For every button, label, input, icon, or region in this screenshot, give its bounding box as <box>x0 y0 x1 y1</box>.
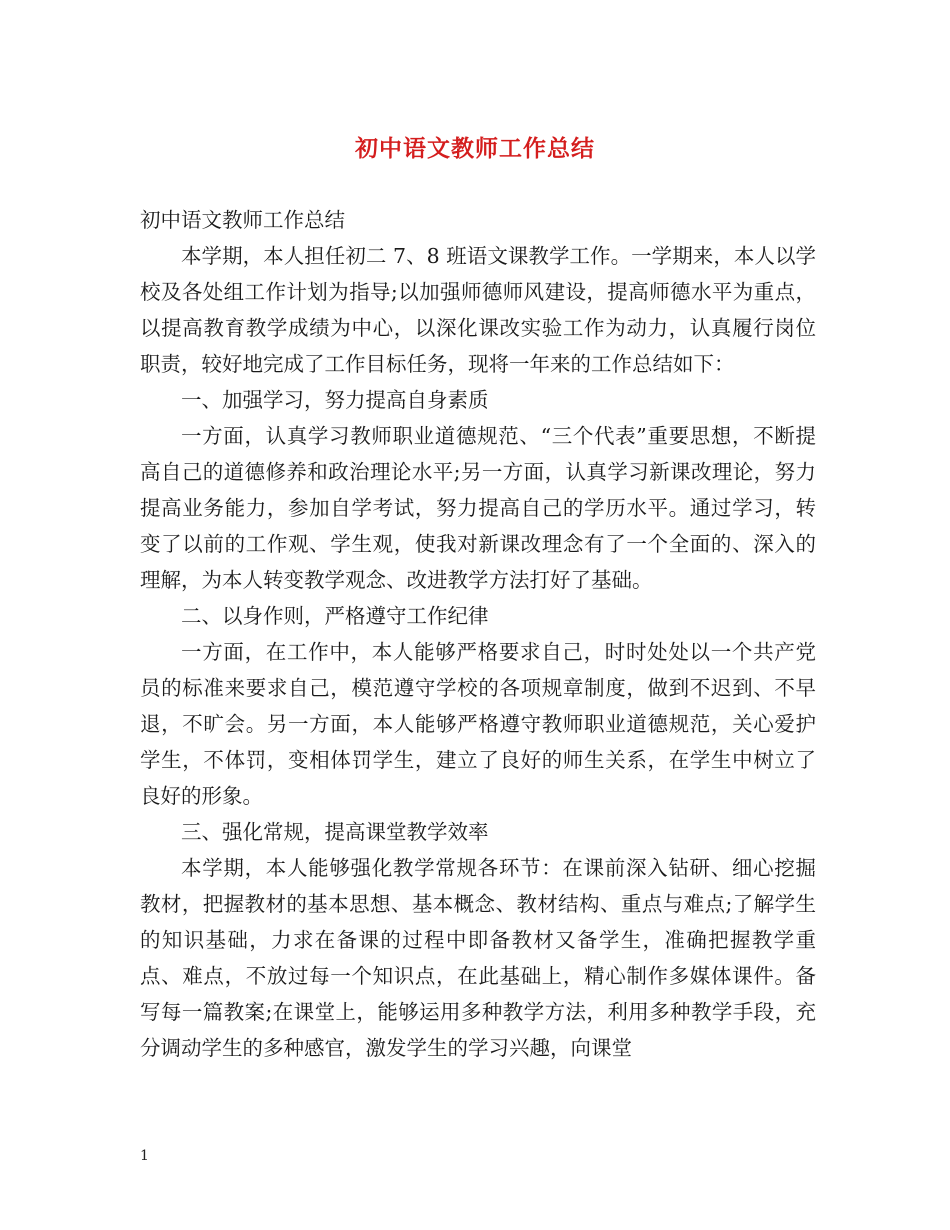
page-number: 1 <box>140 1148 149 1164</box>
paragraph-section-3: 本学期，本人能够强化教学常规各环节：在课前深入钻研、细心挖掘教材，把握教材的基本思想、基本概念、教材结构、重点与难点;了解学生的知识基础，力求在备课的过程中即备教材又备学生，准确把握教学重点、难点，不放过每一个知识点，在此基础上，精心制作多媒体课件。备写每一篇教案;在课堂上，能够运用多种教学方法，利用多种教学手段，充分调动学生的多种感官，激发学生的学习兴趣，向课堂 <box>140 856 816 1060</box>
section-heading-2: 二、以身作则，严格遵守工作纪律 <box>181 604 489 628</box>
paragraph-section-1: 一方面，认真学习教师职业道德规范、“三个代表”重要思想，不断提高自己的道德修养和政治理论水平;另一方面，认真学习新课改理论，努力提高业务能力，参加自学考试，努力提高自己的学历水平。通过学习，转变了以前的工作观、学生观，使我对新课改理念有了一个全面的、深入的理解，为本人转变教学观念、改进教学方法打好了基础。 <box>140 424 816 592</box>
document-body <box>140 202 816 1066</box>
document-title: 初中语文教师工作总结 <box>355 135 595 162</box>
section-heading-3: 三、强化常规，提高课堂教学效率 <box>181 820 489 844</box>
paragraph-intro: 本学期，本人担任初二 7、8 班语文课教学工作。一学期来，本人以学校及各处组工作计划为指导;以加强师德师风建设，提高师德水平为重点，以提高教育教学成绩为中心，以深化课改实验工作为动力，认真履行岗位职责，较好地完成了工作目标任务，现将一年来的工作总结如下： <box>140 244 816 376</box>
paragraph-section-2: 一方面，在工作中，本人能够严格要求自己，时时处处以一个共产党员的标准来要求自己，模范遵守学校的各项规章制度，做到不迟到、不早退，不旷会。另一方面，本人能够严格遵守教师职业道德规范，关心爱护学生，不体罚，变相体罚学生，建立了良好的师生关系，在学生中树立了良好的形象。 <box>140 640 816 808</box>
body-subtitle: 初中语文教师工作总结 <box>140 208 345 232</box>
section-heading-1: 一、加强学习，努力提高自身素质 <box>181 388 489 412</box>
